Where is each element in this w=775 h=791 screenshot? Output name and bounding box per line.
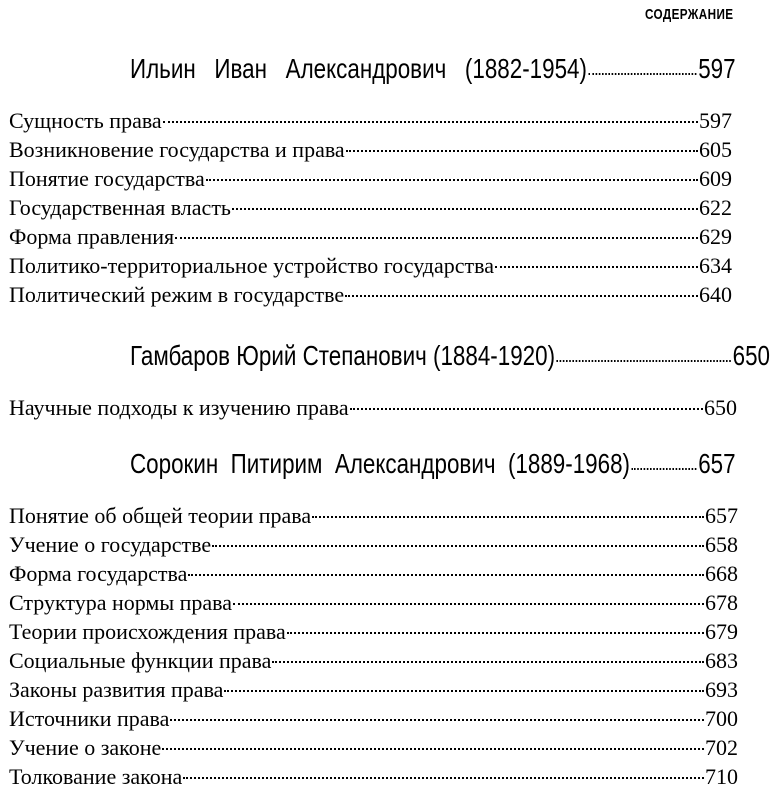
toc-entry[interactable] — [9, 733, 738, 762]
toc-entry-page: 678 — [705, 590, 738, 615]
toc-entry-title: Сущность права — [9, 108, 162, 133]
dot-leader — [188, 574, 704, 576]
toc-entry-title: Государственная власть — [9, 195, 231, 220]
dot-leader — [557, 360, 731, 362]
toc-list-gambarov — [9, 393, 737, 422]
toc-entry-title: Понятие государства — [9, 166, 205, 191]
section-heading-page: 657 — [698, 448, 736, 479]
toc-entry-title: Толкование закона — [9, 764, 183, 789]
toc-entry-page: 629 — [699, 224, 732, 249]
toc-entry[interactable] — [9, 704, 738, 733]
toc-entry[interactable] — [9, 646, 738, 675]
toc-entry[interactable] — [9, 164, 732, 193]
toc-entry-title: Политико-территориальное устройство государства — [9, 253, 495, 278]
toc-entry-page: 710 — [705, 764, 738, 789]
toc-entry-title: Законы развития права — [9, 677, 224, 702]
toc-entry-page: 609 — [699, 166, 732, 191]
toc-entry-title: Возникновение государства и права — [9, 137, 345, 162]
toc-entry-title: Учение о государстве — [9, 532, 212, 557]
dot-leader — [170, 719, 704, 721]
toc-entry-page: 658 — [705, 532, 738, 557]
toc-list-ilyin — [9, 106, 732, 309]
dot-leader — [212, 545, 704, 547]
section-heading-title: Гамбаров Юрий Степанович (1884-1920) — [130, 340, 556, 371]
dot-leader — [272, 661, 704, 663]
toc-entry-title: Форма государства — [9, 561, 188, 586]
toc-entry[interactable] — [9, 135, 732, 164]
section-heading-gambarov — [130, 340, 770, 372]
dot-leader — [162, 748, 704, 750]
toc-entry[interactable] — [9, 530, 738, 559]
toc-entry-page: 693 — [705, 677, 738, 702]
dot-leader — [312, 516, 704, 518]
dot-leader — [589, 73, 697, 75]
section-heading-page: 650 — [732, 340, 770, 371]
toc-entry-page: 668 — [705, 561, 738, 586]
toc-entry-page: 657 — [705, 503, 738, 528]
section-heading-sorokin — [130, 448, 736, 480]
dot-leader — [495, 266, 698, 268]
toc-entry-page: 683 — [705, 648, 738, 673]
section-heading-title: Ильин Иван Александрович (1882-1954) — [130, 53, 587, 84]
section-heading-ilyin — [130, 53, 736, 85]
toc-entry-page: 650 — [704, 395, 737, 420]
toc-entry-title: Научные подходы к изучению права — [9, 395, 349, 420]
toc-entry-title: Источники права — [9, 706, 170, 731]
dot-leader — [345, 295, 698, 297]
running-head: СОДЕРЖАНИЕ — [644, 6, 733, 23]
toc-entry-title: Форма правления — [9, 224, 175, 249]
toc-entry-page: 634 — [699, 253, 732, 278]
toc-entry[interactable] — [9, 393, 737, 422]
toc-entry[interactable] — [9, 251, 732, 280]
toc-entry[interactable] — [9, 588, 738, 617]
toc-entry[interactable] — [9, 762, 738, 791]
toc-entry-page: 622 — [699, 195, 732, 220]
toc-entry-title: Учение о законе — [9, 735, 162, 760]
toc-entry-title: Структура нормы права — [9, 590, 233, 615]
toc-entry[interactable] — [9, 501, 738, 530]
toc-entry[interactable] — [9, 106, 732, 135]
toc-entry-page: 597 — [699, 108, 732, 133]
toc-entry-title: Политический режим в государстве — [9, 282, 345, 307]
toc-entry[interactable] — [9, 559, 738, 588]
dot-leader — [632, 468, 697, 470]
dot-leader — [224, 690, 704, 692]
toc-entry[interactable] — [9, 280, 732, 309]
toc-entry[interactable] — [9, 222, 732, 251]
toc-entry[interactable] — [9, 193, 732, 222]
toc-list-sorokin — [9, 501, 738, 791]
dot-leader — [287, 632, 704, 634]
dot-leader — [350, 408, 703, 410]
dot-leader — [232, 208, 698, 210]
toc-entry-page: 702 — [705, 735, 738, 760]
dot-leader — [233, 603, 704, 605]
toc-entry-title: Понятие об общей теории права — [9, 503, 312, 528]
toc-entry[interactable] — [9, 675, 738, 704]
section-heading-page: 597 — [698, 53, 736, 84]
dot-leader — [206, 179, 698, 181]
dot-leader — [346, 150, 698, 152]
dot-leader — [175, 237, 698, 239]
toc-entry-page: 605 — [699, 137, 732, 162]
dot-leader — [183, 777, 704, 779]
section-heading-title: Сорокин Питирим Александрович (1889-1968) — [130, 448, 630, 479]
toc-entry-page: 640 — [699, 282, 732, 307]
toc-entry[interactable] — [9, 617, 738, 646]
toc-entry-title: Социальные функции права — [9, 648, 272, 673]
toc-entry-page: 679 — [705, 619, 738, 644]
dot-leader — [163, 121, 698, 123]
toc-entry-title: Теории происхождения права — [9, 619, 286, 644]
toc-entry-page: 700 — [705, 706, 738, 731]
